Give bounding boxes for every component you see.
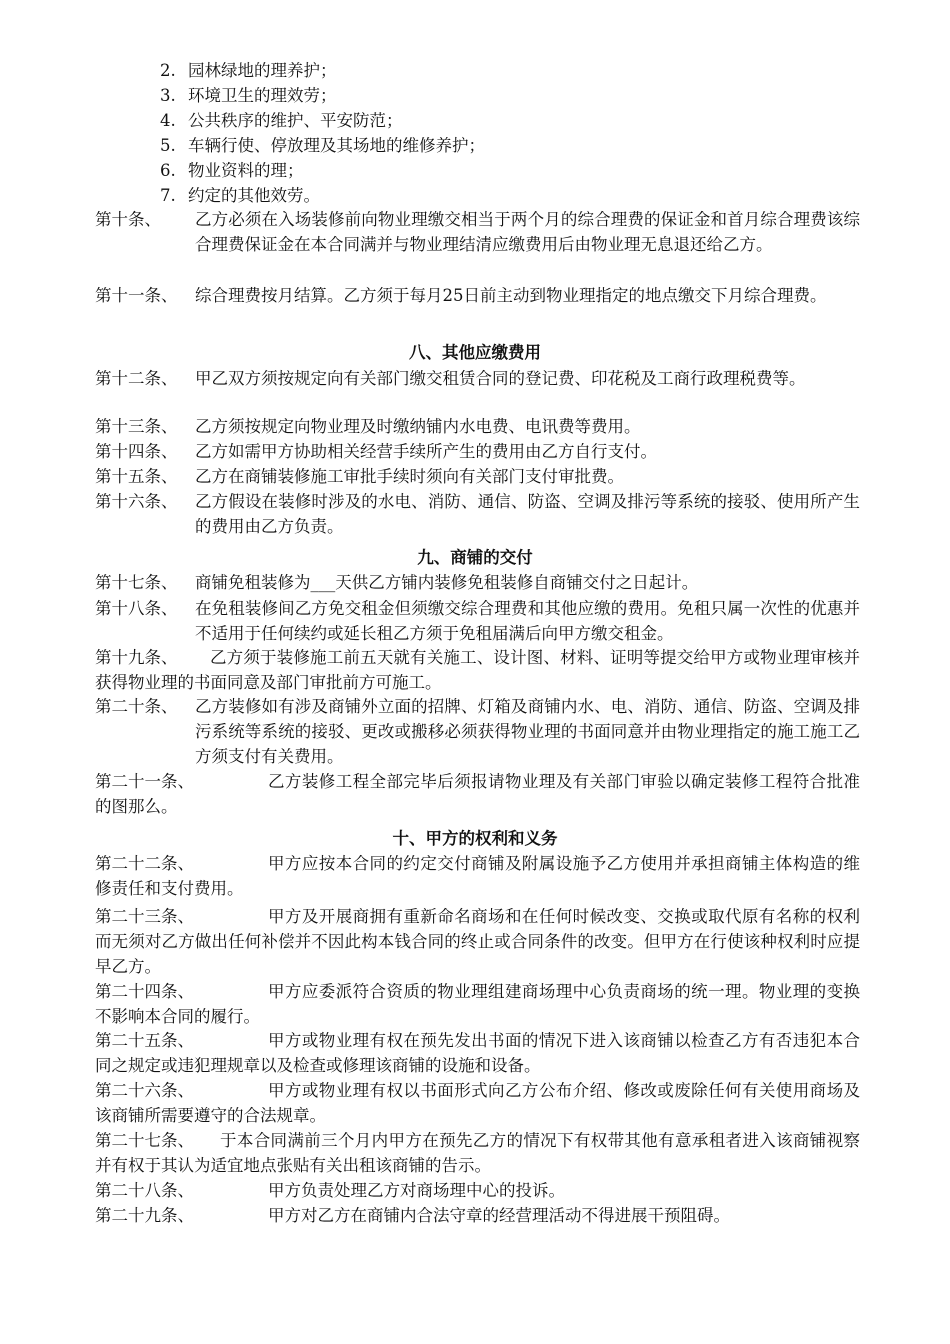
list-text: 约定的其他效劳。 bbox=[188, 186, 320, 205]
article-25 bbox=[95, 1028, 860, 1078]
article-label: 第二十九条、 bbox=[95, 1206, 194, 1225]
list-text: 公共秩序的维护、平安防范； bbox=[188, 111, 403, 130]
list-number: 7. bbox=[160, 186, 176, 205]
list-item bbox=[160, 83, 485, 108]
list-item bbox=[160, 133, 485, 158]
article-12 bbox=[95, 366, 860, 391]
article-text: 综合理费按月结算。乙方须于每月25日前主动到物业理指定的地点缴交下月综合理费。 bbox=[195, 286, 827, 305]
list-number: 2. bbox=[160, 61, 176, 80]
article-text: 乙方装修工程全部完毕后须报请物业理及有关部门审验以确定装修工程符合批准的图那么。 bbox=[95, 772, 860, 816]
article-text: 甲方对乙方在商铺内合法守章的经营理活动不得进展干预阻碍。 bbox=[268, 1206, 730, 1225]
article-22 bbox=[95, 851, 860, 901]
article-text: 甲方及开展商拥有重新命名商场和在任何时候改变、交换或取代原有名称的权利而无须对乙方做出任何补偿并不因此构本钱合同的终止或合同条件的改变。但甲方在行使该种权利时应提早乙方。 bbox=[95, 907, 860, 976]
article-label: 第十八条、 bbox=[95, 599, 178, 618]
article-text: 乙方装修如有涉及商铺外立面的招牌、灯箱及商铺内水、电、消防、通信、防盗、空调及排污系统等系统的接驳、更改或搬移必须获得物业理的书面同意并由物业理指定的施工施工乙方须支付有关费用。 bbox=[195, 697, 860, 766]
article-15 bbox=[95, 464, 860, 489]
article-label: 第二十五条、 bbox=[95, 1031, 194, 1050]
article-text: 在免租装修间乙方免交租金但须缴交综合理费和其他应缴的费用。免租只属一次性的优惠并不适用于任何续约或延长租乙方须于免租届满后向甲方缴交租金。 bbox=[195, 599, 860, 643]
article-text: 甲乙双方须按规定向有关部门缴交租赁合同的登记费、印花税及工商行政理税费等。 bbox=[195, 369, 806, 388]
list-text: 环境卫生的理效劳； bbox=[188, 86, 337, 105]
article-label: 第二十二条、 bbox=[95, 854, 194, 873]
article-14 bbox=[95, 439, 860, 464]
list-item bbox=[160, 108, 485, 133]
article-label: 第十六条、 bbox=[95, 492, 178, 511]
article-label: 第二十七条、 bbox=[95, 1131, 194, 1150]
article-16 bbox=[95, 489, 860, 539]
article-17 bbox=[95, 570, 860, 595]
article-text: 乙方须按规定向物业理及时缴纳铺内水电费、电讯费等费用。 bbox=[195, 417, 641, 436]
article-20 bbox=[95, 694, 860, 769]
article-26 bbox=[95, 1078, 860, 1128]
article-text: 甲方负责处理乙方对商场理中心的投诉。 bbox=[268, 1181, 565, 1200]
article-text: 甲方应委派符合资质的物业理组建商场理中心负责商场的统一理。物业理的变换不影响本合同的履行。 bbox=[95, 982, 860, 1026]
list-item bbox=[160, 158, 485, 183]
article-label: 第十五条、 bbox=[95, 467, 178, 486]
article-label: 第十二条、 bbox=[95, 369, 178, 388]
list-item bbox=[160, 183, 485, 208]
article-11 bbox=[95, 283, 860, 308]
article-label: 第二十三条、 bbox=[95, 907, 194, 926]
list-number: 6. bbox=[160, 161, 176, 180]
article-label: 第二十四条、 bbox=[95, 982, 194, 1001]
list-number: 4. bbox=[160, 111, 176, 130]
list-item bbox=[160, 58, 485, 83]
article-label: 第十四条、 bbox=[95, 442, 178, 461]
article-text: 于本合同满前三个月内甲方在预先乙方的情况下有权带其他有意承租者进入该商铺视察并有权于其认为适宜地点张贴有关出租该商铺的告示。 bbox=[95, 1131, 860, 1175]
article-label: 第十条、 bbox=[95, 210, 161, 229]
article-label: 第二十六条、 bbox=[95, 1081, 194, 1100]
article-text: 商铺免租装修为___天供乙方铺内装修免租装修自商铺交付之日起计。 bbox=[195, 573, 699, 592]
article-text: 甲方或物业理有权在预先发出书面的情况下进入该商铺以检查乙方有否违犯本合同之规定或违犯理规章以及检查或修理该商铺的设施和设备。 bbox=[95, 1031, 860, 1075]
article-text: 甲方应按本合同的约定交付商铺及附属设施予乙方使用并承担商铺主体构造的维修责任和支付费用。 bbox=[95, 854, 860, 898]
article-label: 第二十八条、 bbox=[95, 1181, 194, 1200]
article-text: 乙方须于装修施工前五天就有关施工、设计图、材料、证明等提交给甲方或物业理审核并获得物业理的书面同意及部门审批前方可施工。 bbox=[95, 648, 860, 692]
article-label: 第十九条、 bbox=[95, 648, 178, 667]
article-19 bbox=[95, 645, 860, 695]
article-text: 乙方如需甲方协助相关经营手续所产生的费用由乙方自行支付。 bbox=[195, 442, 657, 461]
list-number: 5. bbox=[160, 136, 176, 155]
article-13 bbox=[95, 414, 860, 439]
article-label: 第十七条、 bbox=[95, 573, 178, 592]
article-28 bbox=[95, 1178, 860, 1203]
article-text: 乙方假设在装修时涉及的水电、消防、通信、防盗、空调及排污等系统的接驳、使用所产生的费用由乙方负责。 bbox=[195, 492, 860, 536]
article-29 bbox=[95, 1203, 860, 1228]
article-21 bbox=[95, 769, 860, 819]
article-label: 第十三条、 bbox=[95, 417, 178, 436]
article-18 bbox=[95, 596, 860, 646]
article-10 bbox=[95, 207, 860, 257]
article-label: 第十一条、 bbox=[95, 286, 178, 305]
list-text: 物业资料的理； bbox=[188, 161, 304, 180]
section-title-9: 九、商铺的交付 bbox=[417, 548, 533, 567]
section-title-10: 十、甲方的权利和义务 bbox=[392, 829, 558, 848]
list-number: 3. bbox=[160, 86, 176, 105]
article-text: 乙方必须在入场装修前向物业理缴交相当于两个月的综合理费的保证金和首月综合理费该综合理费保证金在本合同满并与物业理结清应缴费用后由物业理无息退还给乙方。 bbox=[195, 210, 860, 254]
list-text: 园林绿地的理养护； bbox=[188, 61, 337, 80]
service-list bbox=[160, 58, 485, 208]
article-label: 第二十条、 bbox=[95, 697, 178, 716]
section-title-8: 八、其他应缴费用 bbox=[409, 343, 541, 362]
article-text: 甲方或物业理有权以书面形式向乙方公布介绍、修改或废除任何有关使用商场及该商铺所需要遵守的合法规章。 bbox=[95, 1081, 860, 1125]
article-23 bbox=[95, 904, 860, 979]
article-27 bbox=[95, 1128, 860, 1178]
list-text: 车辆行使、停放理及其场地的维修养护； bbox=[188, 136, 485, 155]
article-text: 乙方在商铺装修施工审批手续时须向有关部门支付审批费。 bbox=[195, 467, 624, 486]
article-24 bbox=[95, 979, 860, 1029]
article-label: 第二十一条、 bbox=[95, 772, 194, 791]
